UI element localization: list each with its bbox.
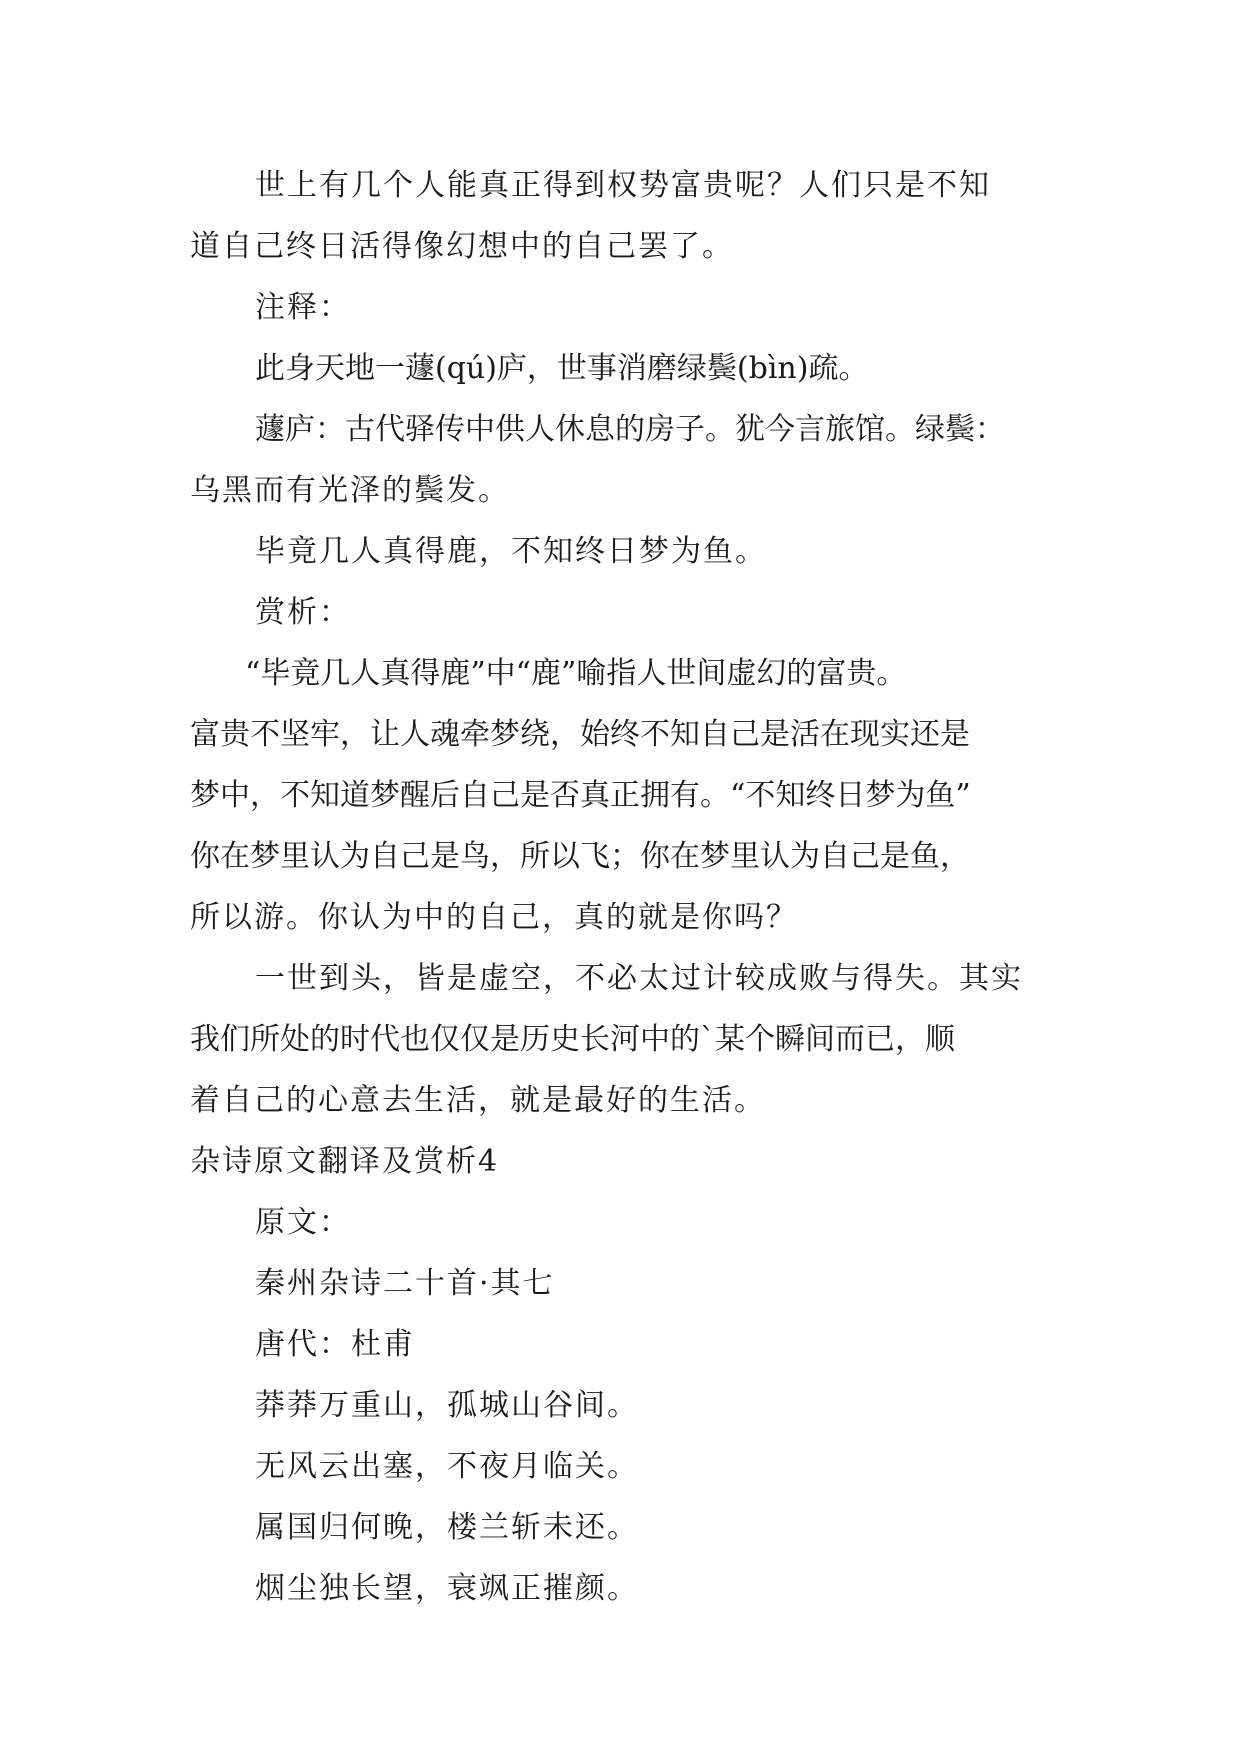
section-label-notes: 注释： (255, 290, 351, 325)
poem-author: 唐代：杜甫 (255, 1327, 415, 1362)
paragraph-line: 一世到头，皆是虚空，不必太过计较成败与得失。其实 (255, 961, 1023, 996)
poem-line: 毕竟几人真得鹿，不知终日梦为鱼。 (255, 534, 767, 569)
paragraph-line: 富贵不坚牢，让人魂牵梦绕，始终不知自己是活在现实还是 (190, 717, 970, 752)
paragraph-line: 着自己的心意去生活，就是最好的生活。 (190, 1083, 766, 1118)
paragraph-line: 梦中，不知道梦醒后自己是否真正拥有。“不知终日梦为鱼” (190, 778, 971, 813)
section-heading: 杂诗原文翻译及赏析4 (190, 1144, 500, 1179)
paragraph-line: 道自己终日活得像幻想中的自己罢了。 (190, 229, 734, 264)
poem-line: 莽莽万重山，孤城山谷间。 (255, 1388, 639, 1423)
note-line: 乌黑而有光泽的鬓发。 (190, 473, 510, 508)
poem-line: 此身天地一蘧(qú)庐，世事消磨绿鬓(bìn)疏。 (255, 351, 869, 386)
paragraph-line: 世上有几个人能真正得到权势富贵呢？人们只是不知 (255, 168, 991, 203)
poem-line: 无风云出塞，不夜月临关。 (255, 1449, 639, 1484)
paragraph-line: 你在梦里认为自己是鸟，所以飞；你在梦里认为自己是鱼， (190, 839, 970, 874)
poem-title: 秦州杂诗二十首·其七 (255, 1266, 555, 1301)
note-line: 蘧庐：古代驿传中供人休息的房子。犹今言旅馆。绿鬓： (255, 412, 1005, 447)
section-label-appreciation: 赏析： (255, 595, 351, 630)
section-label-original: 原文： (255, 1205, 351, 1240)
poem-line: 烟尘独长望，衰飒正摧颜。 (255, 1571, 639, 1606)
paragraph-line: “毕竟几人真得鹿”中“鹿”喻指人世间虚幻的富贵。 (245, 656, 907, 691)
paragraph-line: 我们所处的时代也仅仅是历史长河中的`某个瞬间而已，顺 (190, 1022, 955, 1057)
paragraph-line: 所以游。你认为中的自己，真的就是你吗？ (190, 900, 798, 935)
poem-line: 属国归何晚，楼兰斩未还。 (255, 1510, 639, 1545)
